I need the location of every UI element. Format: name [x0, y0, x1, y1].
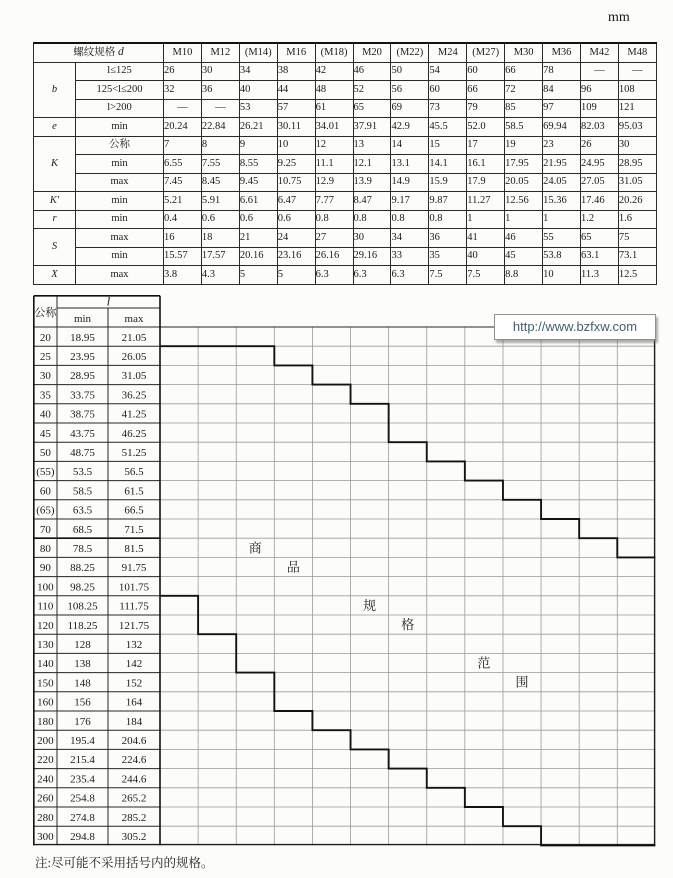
spec-value-cell: 53: [239, 99, 277, 118]
spec-value-cell: 27: [315, 229, 353, 248]
column-header: M20: [353, 43, 391, 62]
spec-value-cell: 36: [429, 229, 467, 248]
spec-value-cell: 73.1: [618, 247, 656, 266]
spec-value-cell: 82.03: [580, 118, 618, 137]
spec-value-cell: 22.84: [201, 118, 239, 137]
svg-text: 18.95: [70, 331, 95, 344]
spec-value-cell: 7.5: [429, 266, 467, 285]
spec-value-cell: 35: [429, 247, 467, 266]
svg-text: 235.4: [70, 773, 95, 786]
svg-text: 围: [515, 674, 529, 690]
svg-text: 80: [39, 543, 51, 555]
row-group-label: K: [34, 136, 76, 192]
spec-value-cell: 23.16: [277, 247, 315, 266]
spec-value-cell: 12.5: [618, 266, 656, 285]
spec-value-cell: 17.9: [467, 173, 505, 192]
spec-value-cell: 30: [618, 136, 656, 155]
spec-value-cell: 24.05: [543, 173, 581, 192]
row-sub-label: min: [76, 155, 164, 174]
spec-value-cell: 48: [315, 81, 353, 100]
svg-text: (55): [36, 466, 55, 479]
spec-value-cell: 40: [467, 247, 505, 266]
svg-text: 28.95: [70, 370, 95, 383]
spec-value-cell: —: [201, 99, 239, 118]
svg-text: 31.05: [121, 370, 147, 383]
svg-text: 285.2: [121, 811, 147, 824]
spec-value-cell: 8.55: [239, 155, 277, 174]
spec-value-cell: 12.56: [505, 192, 543, 211]
row-group-label: K′: [34, 192, 76, 211]
spec-value-cell: 38: [277, 62, 315, 81]
spec-value-cell: 12.1: [353, 155, 391, 174]
spec-value-cell: 36: [201, 81, 239, 100]
spec-value-cell: 75: [618, 229, 656, 248]
svg-text: 111.75: [119, 600, 149, 613]
spec-value-cell: 10: [543, 266, 581, 285]
column-header: M30: [505, 43, 543, 62]
spec-value-cell: 21.95: [543, 155, 581, 174]
spec-value-cell: 20.26: [618, 192, 656, 211]
spec-value-cell: 37.91: [353, 118, 391, 137]
spec-value-cell: 6.3: [353, 266, 391, 285]
spec-value-cell: 3.8: [164, 266, 202, 285]
spec-value-cell: 55: [543, 229, 581, 248]
svg-text: 184: [125, 715, 143, 728]
svg-text: 商: [248, 540, 262, 556]
spec-value-cell: 50: [391, 62, 429, 81]
spec-value-cell: 12: [315, 136, 353, 155]
spec-value-cell: 5: [277, 266, 315, 285]
svg-text: 70: [39, 523, 51, 536]
spec-value-cell: 26: [580, 136, 618, 155]
column-header: (M18): [315, 43, 353, 62]
svg-text: l: [106, 295, 111, 309]
spec-value-cell: 26.21: [239, 118, 277, 137]
svg-text: 220: [37, 754, 54, 767]
spec-value-cell: 42: [315, 62, 353, 81]
spec-value-cell: 21: [239, 229, 277, 248]
spec-value-cell: 1.2: [580, 210, 618, 229]
spec-value-cell: 0.6: [201, 210, 239, 229]
svg-text: 156: [74, 696, 91, 709]
svg-text: 26.05: [121, 351, 147, 363]
spec-value-cell: 66: [467, 81, 505, 100]
column-header: (M27): [467, 43, 505, 62]
row-sub-label: l≤125: [76, 62, 164, 81]
row-sub-label: max: [76, 173, 164, 192]
spec-value-cell: 28.95: [618, 155, 656, 174]
svg-text: 58.5: [72, 485, 93, 498]
spec-value-cell: 6.47: [277, 192, 315, 211]
spec-value-cell: 7.45: [164, 173, 202, 192]
svg-text: 108.25: [67, 600, 98, 613]
spec-value-cell: 15.9: [429, 173, 467, 192]
svg-text: 格: [401, 617, 415, 633]
svg-text: 138: [74, 658, 91, 671]
svg-text: 150: [37, 677, 54, 690]
spec-value-cell: 85: [505, 99, 543, 118]
spec-value-cell: 84: [543, 81, 581, 100]
spec-value-cell: 65: [580, 229, 618, 248]
column-header: (M22): [391, 43, 429, 62]
svg-text: 98.25: [70, 581, 95, 594]
svg-text: 范: [477, 655, 491, 671]
column-header: (M14): [239, 43, 277, 62]
spec-value-cell: 96: [580, 81, 618, 100]
column-header: M10: [164, 43, 202, 62]
spec-value-cell: 11.27: [467, 192, 505, 211]
svg-text: 35: [39, 389, 51, 402]
svg-text: (65): [36, 504, 55, 517]
spec-value-cell: 58.5: [505, 118, 543, 137]
spec-value-cell: 16.1: [467, 155, 505, 174]
svg-text: 280: [37, 811, 54, 824]
watermark-box: [494, 314, 656, 340]
spec-value-cell: 17: [467, 136, 505, 155]
range-lower-boundary: [160, 596, 655, 846]
spec-value-cell: 78: [543, 62, 581, 81]
svg-text: 100: [37, 581, 54, 594]
spec-value-cell: 46: [505, 229, 543, 248]
spec-value-cell: 6.3: [391, 266, 429, 285]
svg-text: min: [73, 313, 92, 325]
spec-value-cell: 11.1: [315, 155, 353, 174]
spec-value-cell: 0.8: [391, 210, 429, 229]
row-group-label: X: [34, 266, 76, 285]
svg-text: 88.25: [70, 562, 95, 575]
spec-value-cell: 15.57: [164, 247, 202, 266]
spec-value-cell: 66: [505, 62, 543, 81]
svg-text: 46.25: [121, 427, 147, 440]
svg-text: 164: [125, 696, 143, 709]
svg-text: 51.25: [121, 447, 147, 459]
spec-value-cell: 13: [353, 136, 391, 155]
spec-value-cell: 63.1: [580, 247, 618, 266]
svg-text: 254.8: [70, 792, 95, 805]
spec-value-cell: 0.6: [239, 210, 277, 229]
length-and-range-chart: [33, 295, 656, 847]
svg-text: 公称: [34, 307, 57, 319]
spec-value-cell: 73: [429, 99, 467, 118]
spec-value-cell: 9.25: [277, 155, 315, 174]
spec-value-cell: 13.1: [391, 155, 429, 174]
spec-value-cell: 4.3: [201, 266, 239, 285]
spec-value-cell: 14.9: [391, 173, 429, 192]
svg-text: 90: [39, 562, 51, 575]
spec-value-cell: 18: [201, 229, 239, 248]
svg-text: 43.75: [70, 427, 95, 440]
svg-text: 260: [37, 792, 54, 805]
row-sub-label: 125<l≤200: [76, 81, 164, 100]
spec-value-cell: 32: [164, 81, 202, 100]
spec-value-cell: 31.05: [618, 173, 656, 192]
svg-text: 224.6: [121, 754, 147, 767]
spec-value-cell: 33: [391, 247, 429, 266]
svg-text: 305.2: [121, 831, 147, 843]
svg-text: 294.8: [70, 831, 95, 843]
spec-value-cell: 15: [429, 136, 467, 155]
svg-text: 300: [37, 831, 54, 843]
spec-value-cell: 19: [505, 136, 543, 155]
row-sub-label: 公称: [76, 136, 164, 155]
unit-label: mm: [608, 10, 630, 25]
spec-value-cell: 12.9: [315, 173, 353, 192]
svg-text: 61.5: [124, 485, 144, 498]
row-sub-label: l>200: [76, 99, 164, 118]
svg-text: 130: [37, 639, 54, 651]
spec-value-cell: 34: [391, 229, 429, 248]
svg-text: 53.5: [72, 466, 93, 479]
spec-value-cell: 0.4: [164, 210, 202, 229]
spec-value-cell: 16: [164, 229, 202, 248]
spec-value-cell: 30: [353, 229, 391, 248]
thread-spec-table: [33, 42, 657, 285]
svg-text: 66.5: [124, 504, 144, 517]
row-sub-label: min: [76, 118, 164, 137]
spec-value-cell: 8: [201, 136, 239, 155]
spec-value-cell: 24.95: [580, 155, 618, 174]
svg-text: 110: [37, 600, 54, 613]
svg-text: 23.95: [70, 351, 95, 363]
svg-text: 204.6: [121, 735, 147, 747]
svg-text: 215.4: [70, 754, 95, 767]
spec-value-cell: 24: [277, 229, 315, 248]
column-header: M42: [580, 43, 618, 62]
spec-value-cell: 5.91: [201, 192, 239, 211]
row-group-label: S: [34, 229, 76, 266]
spec-value-cell: 0.8: [353, 210, 391, 229]
spec-value-cell: 8.47: [353, 192, 391, 211]
spec-value-cell: 1.6: [618, 210, 656, 229]
svg-text: 68.5: [72, 523, 93, 536]
svg-text: 50: [39, 447, 51, 459]
spec-value-cell: 69.94: [543, 118, 581, 137]
spec-value-cell: 46: [353, 62, 391, 81]
row-group-label: e: [34, 118, 76, 137]
svg-text: 101.75: [118, 581, 150, 594]
spec-value-cell: 7.77: [315, 192, 353, 211]
column-header: M36: [543, 43, 581, 62]
spec-value-cell: 17.57: [201, 247, 239, 266]
spec-value-cell: 9: [239, 136, 277, 155]
spec-value-cell: 79: [467, 99, 505, 118]
spec-value-cell: 9.17: [391, 192, 429, 211]
spec-value-cell: 60: [429, 81, 467, 100]
spec-value-cell: 1: [505, 210, 543, 229]
spec-value-cell: 26.16: [315, 247, 353, 266]
svg-text: 176: [74, 715, 91, 728]
spec-value-cell: 20.05: [505, 173, 543, 192]
svg-text: 56.5: [124, 466, 144, 479]
spec-value-cell: 52.0: [467, 118, 505, 137]
svg-text: 265.2: [121, 792, 147, 805]
spec-value-cell: 10.75: [277, 173, 315, 192]
spec-value-cell: 56: [391, 81, 429, 100]
svg-text: 38.75: [70, 408, 95, 421]
corner-header: 螺纹规格 d: [34, 43, 164, 62]
range-upper-boundary: [160, 346, 655, 557]
spec-value-cell: 29.16: [353, 247, 391, 266]
svg-text: 244.6: [121, 773, 147, 786]
spec-value-cell: 69: [391, 99, 429, 118]
spec-value-cell: 53.8: [543, 247, 581, 266]
spec-value-cell: 60: [467, 62, 505, 81]
svg-text: 规: [363, 597, 377, 613]
spec-value-cell: 6.3: [315, 266, 353, 285]
svg-text: 121.75: [118, 619, 150, 632]
spec-value-cell: 5.21: [164, 192, 202, 211]
svg-text: 195.4: [70, 735, 95, 747]
spec-value-cell: 40: [239, 81, 277, 100]
row-sub-label: min: [76, 210, 164, 229]
svg-text: 41.25: [121, 408, 147, 421]
spec-value-cell: 0.6: [277, 210, 315, 229]
spec-value-cell: 17.95: [505, 155, 543, 174]
column-header: M48: [618, 43, 656, 62]
spec-value-cell: 9.87: [429, 192, 467, 211]
svg-text: 200: [37, 735, 54, 747]
spec-value-cell: 121: [618, 99, 656, 118]
spec-value-cell: 34.01: [315, 118, 353, 137]
spec-value-cell: 65: [353, 99, 391, 118]
spec-value-cell: 11.3: [580, 266, 618, 285]
spec-value-cell: 5: [239, 266, 277, 285]
spec-value-cell: 45: [505, 247, 543, 266]
row-sub-label: min: [76, 192, 164, 211]
svg-text: 240: [37, 773, 54, 786]
svg-text: 78.5: [72, 543, 93, 555]
spec-value-cell: 97: [543, 99, 581, 118]
spec-value-cell: 8.8: [505, 266, 543, 285]
spec-value-cell: 6.61: [239, 192, 277, 211]
spec-value-cell: 26: [164, 62, 202, 81]
spec-value-cell: 7.55: [201, 155, 239, 174]
spec-value-cell: 13.9: [353, 173, 391, 192]
watermark-text: http://www.bzfxw.com: [512, 319, 638, 334]
spec-value-cell: 1: [467, 210, 505, 229]
spec-value-cell: 7: [164, 136, 202, 155]
svg-text: 品: [286, 559, 300, 575]
svg-text: 120: [37, 619, 54, 632]
svg-text: 48.75: [70, 447, 95, 459]
spec-value-cell: 45.5: [429, 118, 467, 137]
svg-text: 60: [39, 485, 51, 498]
svg-text: 63.5: [72, 504, 93, 517]
svg-text: 25: [39, 351, 51, 363]
svg-text: 118.25: [67, 619, 98, 632]
svg-text: 132: [125, 639, 143, 651]
svg-text: 20: [39, 331, 51, 344]
spec-value-cell: 42.9: [391, 118, 429, 137]
row-sub-label: max: [76, 229, 164, 248]
range-grid-lines: [160, 327, 655, 845]
spec-value-cell: 61: [315, 99, 353, 118]
svg-text: 33.75: [70, 389, 95, 402]
spec-value-cell: 108: [618, 81, 656, 100]
row-sub-label: max: [76, 266, 164, 285]
spec-value-cell: 109: [580, 99, 618, 118]
spec-value-cell: 20.16: [239, 247, 277, 266]
spec-value-cell: 34: [239, 62, 277, 81]
svg-text: 152: [125, 677, 143, 690]
row-sub-label: min: [76, 247, 164, 266]
svg-text: 180: [37, 715, 54, 728]
spec-value-cell: 10: [277, 136, 315, 155]
svg-text: 142: [125, 658, 143, 671]
column-header: M24: [429, 43, 467, 62]
svg-text: 274.8: [70, 811, 95, 824]
spec-value-cell: 44: [277, 81, 315, 100]
spec-value-cell: 1: [543, 210, 581, 229]
spec-value-cell: 27.05: [580, 173, 618, 192]
svg-text: 140: [37, 658, 54, 671]
footnote: 注:尽可能不采用括号内的规格。: [35, 856, 214, 870]
spec-value-cell: —: [618, 62, 656, 81]
svg-text: 148: [74, 677, 91, 690]
svg-text: 128: [74, 639, 91, 651]
spec-value-cell: 7.5: [467, 266, 505, 285]
spec-value-cell: 41: [467, 229, 505, 248]
svg-text: 160: [37, 696, 54, 709]
spec-value-cell: 8.45: [201, 173, 239, 192]
spec-value-cell: 57: [277, 99, 315, 118]
row-group-label: r: [34, 210, 76, 229]
svg-text: 45: [39, 427, 51, 440]
spec-value-cell: —: [580, 62, 618, 81]
spec-value-cell: —: [164, 99, 202, 118]
column-header: M12: [201, 43, 239, 62]
svg-text: 71.5: [124, 523, 144, 536]
row-group-label: b: [34, 62, 76, 118]
spec-value-cell: 30.11: [277, 118, 315, 137]
length-table-text: [34, 295, 149, 843]
svg-text: 91.75: [121, 562, 147, 575]
spec-value-cell: 14.1: [429, 155, 467, 174]
svg-text: 21.05: [121, 331, 147, 344]
svg-text: 81.5: [124, 543, 144, 555]
spec-value-cell: 14: [391, 136, 429, 155]
spec-value-cell: 0.8: [429, 210, 467, 229]
spec-value-cell: 95.03: [618, 118, 656, 137]
spec-value-cell: 9.45: [239, 173, 277, 192]
svg-text: 40: [39, 408, 51, 421]
svg-text: max: [124, 313, 144, 325]
spec-value-cell: 20.24: [164, 118, 202, 137]
spec-value-cell: 17.46: [580, 192, 618, 211]
spec-value-cell: 23: [543, 136, 581, 155]
spec-value-cell: 30: [201, 62, 239, 81]
spec-value-cell: 6.55: [164, 155, 202, 174]
spec-value-cell: 72: [505, 81, 543, 100]
svg-text: 30: [39, 370, 51, 383]
spec-value-cell: 15.36: [543, 192, 581, 211]
svg-text: 36.25: [121, 389, 147, 402]
column-header: M16: [277, 43, 315, 62]
spec-value-cell: 0.8: [315, 210, 353, 229]
spec-value-cell: 54: [429, 62, 467, 81]
spec-value-cell: 52: [353, 81, 391, 100]
